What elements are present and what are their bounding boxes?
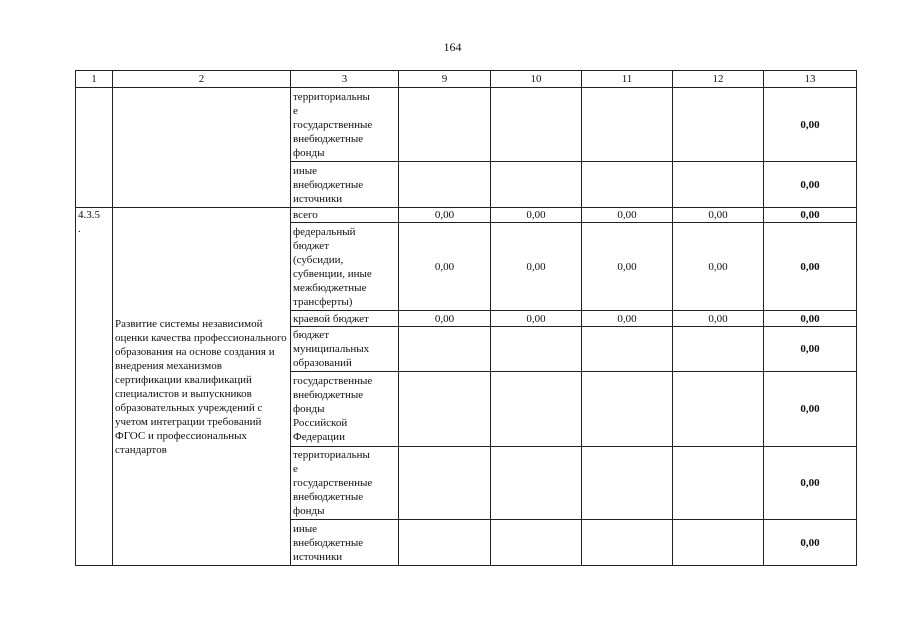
value-cell [582,327,673,372]
value-cell [399,327,491,372]
header-cell: 9 [399,71,491,88]
header-row [76,71,857,88]
total-cell: 0,00 [764,311,857,327]
value-cell [673,520,764,566]
page-number: 164 [443,40,462,54]
total-cell: 0,00 [764,447,857,520]
value-cell [673,88,764,162]
value-cell: 0,00 [582,223,673,311]
value-cell [491,447,582,520]
value-cell [673,162,764,208]
header-cell: 11 [582,71,673,88]
value-cell [399,162,491,208]
value-cell [582,447,673,520]
value-cell: 0,00 [582,311,673,327]
value-cell [399,88,491,162]
value-cell [673,447,764,520]
value-cell: 0,00 [491,208,582,223]
total-cell: 0,00 [764,520,857,566]
value-cell [582,162,673,208]
value-cell [399,372,491,447]
row-name-cell [113,88,291,208]
value-cell [491,327,582,372]
funding-source-cell: государственные внебюджетные фонды Российской Федерации [291,372,399,447]
budget-table [75,70,857,566]
value-cell [491,520,582,566]
header-cell: 12 [673,71,764,88]
section-number: 4.3.5 . [76,208,113,566]
header-cell: 10 [491,71,582,88]
value-cell: 0,00 [491,311,582,327]
funding-source-cell: бюджет муниципальных образований [291,327,399,372]
header-cell: 13 [764,71,857,88]
value-cell: 0,00 [582,208,673,223]
total-cell: 0,00 [764,223,857,311]
header-cell: 1 [76,71,113,88]
funding-source-cell: иные внебюджетные источники [291,520,399,566]
value-cell: 0,00 [673,223,764,311]
value-cell [399,520,491,566]
row-number-cell [76,88,113,208]
value-cell [491,372,582,447]
funding-source-cell: территориальны е государственные внебюджетные фонды [291,447,399,520]
value-cell: 0,00 [399,311,491,327]
value-cell [582,520,673,566]
table-row [76,208,857,223]
value-cell [582,88,673,162]
funding-source-cell: территориальны е государственные внебюджетные фонды [291,88,399,162]
value-cell [673,327,764,372]
funding-source-cell: краевой бюджет [291,311,399,327]
total-cell: 0,00 [764,372,857,447]
value-cell [399,447,491,520]
value-cell: 0,00 [399,208,491,223]
value-cell: 0,00 [673,311,764,327]
section-name: Развитие системы независимой оценки качества профессионального образования на основе создания и внедрения механизмов сертификации квалификаций специалистов и выпускников образовательных учреждений с учетом интеграции требований ФГОС и профессиональных стандартов [113,208,291,566]
value-cell: 0,00 [399,223,491,311]
value-cell: 0,00 [491,223,582,311]
total-cell: 0,00 [764,162,857,208]
header-cell: 3 [291,71,399,88]
total-cell: 0,00 [764,208,857,223]
value-cell [491,162,582,208]
funding-source-cell: иные внебюджетные источники [291,162,399,208]
funding-source-cell: всего [291,208,399,223]
funding-source-cell: федеральный бюджет (субсидии, субвенции, иные межбюджетные трансферты) [291,223,399,311]
total-cell: 0,00 [764,88,857,162]
value-cell [673,372,764,447]
value-cell [582,372,673,447]
header-cell: 2 [113,71,291,88]
table-row [76,88,857,162]
value-cell [491,88,582,162]
value-cell: 0,00 [673,208,764,223]
total-cell: 0,00 [764,327,857,372]
